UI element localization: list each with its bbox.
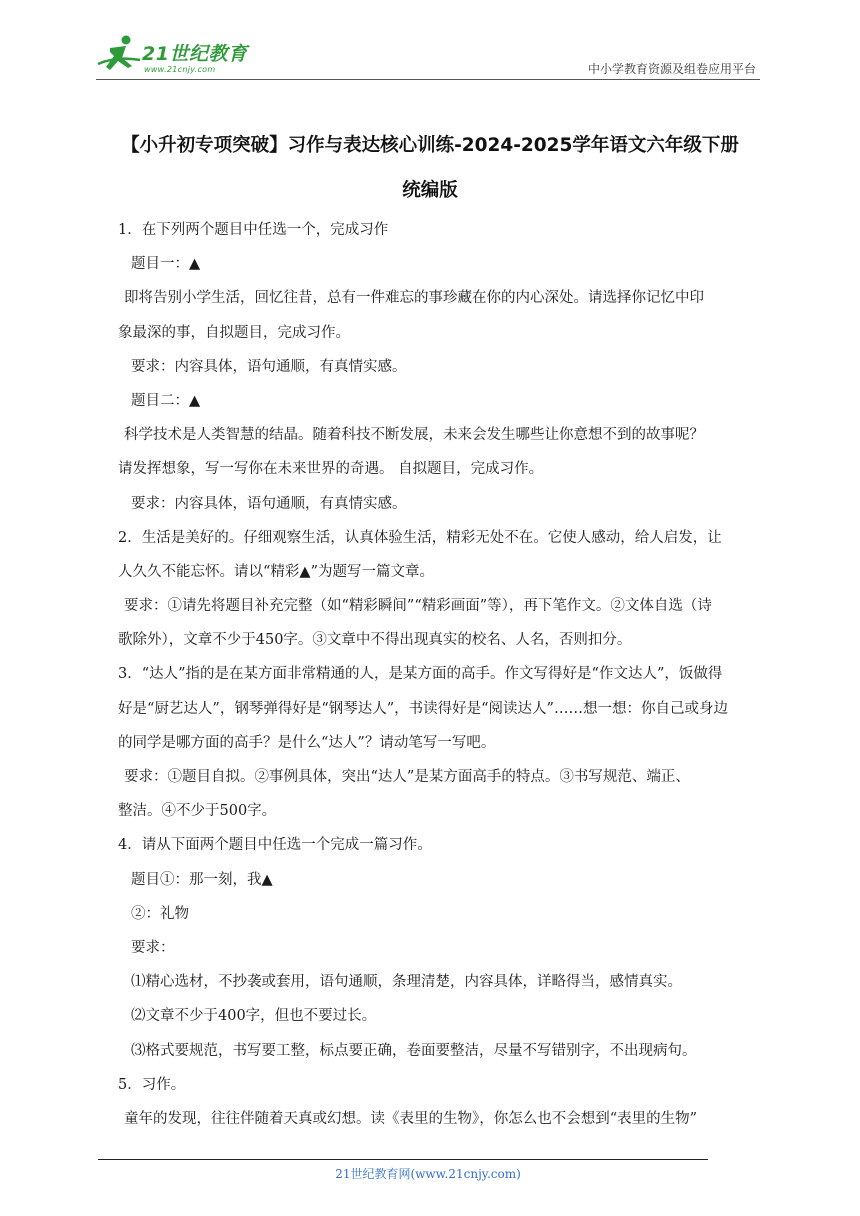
question-5: 5．习作。 [118,1076,186,1093]
paragraph-line: 歌除外），文章不少于450字。③文章中不得出现真实的校名、人名，否则扣分。 [118,632,632,649]
requirement-line: ⑶格式要规范，书写要工整，标点要正确，卷面要整洁，尽量不写错别字，不出现病句。 [131,1042,697,1059]
paragraph-line: 象最深的事，自拟题目，完成习作。 [118,324,350,341]
site-logo[interactable] [96,34,266,78]
requirement-line: 要求： [131,939,175,956]
paragraph-line: 人久久不能忘怀。请以“精彩▲”为题写一篇文章。 [118,563,434,580]
question-2: 2．生活是美好的。仔细观察生活，认真体验生活，精彩无处不在。它使人感动，给人启发，让 [118,529,722,546]
question-4: 4．请从下面两个题目中任选一个完成一篇习作。 [118,837,432,854]
page-header [0,0,860,82]
requirement-line: 要求：内容具体，语句通顺，有真情实感。 [131,358,407,375]
paragraph-line: 科学技术是人类智慧的结晶。随着科技不断发展，未来会发生哪些让你意想不到的故事呢？ [124,427,704,444]
requirement-line: 要求：内容具体，语句通顺，有真情实感。 [131,495,407,512]
header-divider [96,79,760,80]
paragraph-line: 请发挥想象，写一写你在未来世界的奇遇。 自拟题目，完成习作。 [118,461,544,478]
logo-url: www.21cnjy.com [144,65,216,74]
requirement-line: 要求：①题目自拟。②事例具体，突出“达人”是某方面高手的特点。③书写规范、端正、 [124,769,690,785]
topic-label: 题目①：那一刻，我▲ [131,871,273,888]
document-title-line2: 统编版 [402,180,458,201]
paragraph-line: 童年的发现，往往伴随着天真或幻想。读《表里的生物》，你怎么也不会想到“表里的生物” [124,1110,698,1127]
document-title: 【小升初专项突破】习作与表达核心训练-2024-2025学年语文六年级下册 [121,135,739,156]
footer-link[interactable]: 21世纪教育网(www.21cnjy.com) [335,1167,521,1181]
requirement-line: ⑵文章不少于400字，但也不要过长。 [131,1008,377,1025]
topic-label: 题目一：▲ [131,256,201,273]
requirement-line: ⑴精心选材，不抄袭或套用，语句通顺，条理清楚，内容具体，详略得当，感情真实。 [131,974,682,991]
footer-divider [98,1159,708,1160]
question-3: 3．“达人”指的是在某方面非常精通的人，是某方面的高手。作文写得好是“作文达人”，饭做得 [118,666,723,683]
runner-logo-icon [96,34,142,74]
paragraph-line: 好是“厨艺达人”，钢琴弹得好是“钢琴达人”，书读得好是“阅读达人”……想一想：你自己或身边 [118,700,728,717]
paragraph-line: 整洁。④不少于500字。 [118,803,277,820]
logo-text: 21世纪教育 [142,43,248,65]
document-body [118,213,764,1136]
topic-label: ②：礼物 [131,905,189,922]
paragraph-line: 即将告别小学生活，回忆往昔，总有一件难忘的事珍藏在你的内心深处。请选择你记忆中印 [124,290,704,307]
paragraph-line: 的同学是哪方面的高手？是什么“达人”？请动笔写一写吧。 [118,734,496,751]
requirement-line: 要求：①请先将题目补充完整（如“精彩瞬间”“精彩画面”等），再下笔作文。②文体自选（诗 [124,598,712,615]
platform-label: 中小学教育资源及组卷应用平台 [587,62,756,76]
question-1: 1．在下列两个题目中任选一个，完成习作 [118,222,389,238]
topic-label: 题目二：▲ [131,392,201,409]
